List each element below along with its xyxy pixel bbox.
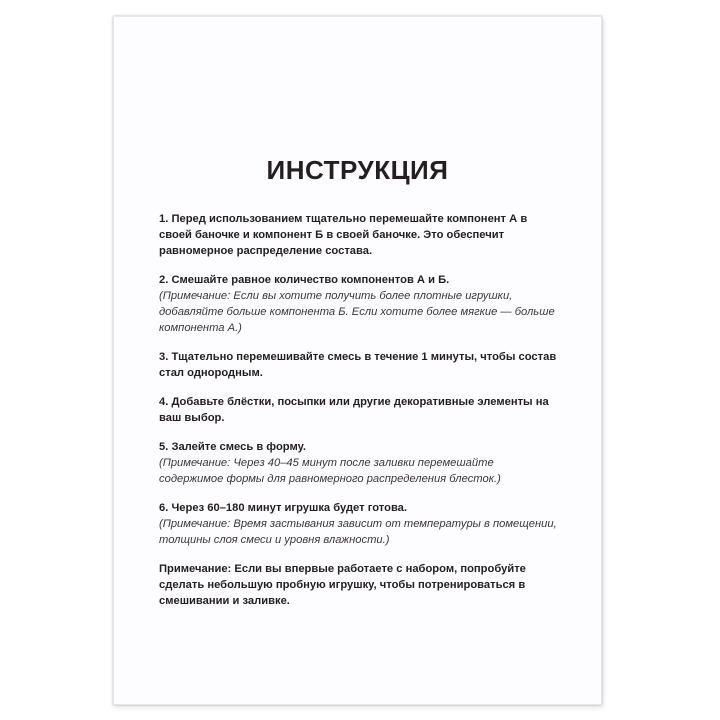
instruction-sheet — [113, 16, 602, 705]
step-2 — [159, 272, 559, 336]
step-3-text: 3. Тщательно перемешивайте смесь в течение 1 минуты, чтобы состав стал однородным. — [159, 351, 557, 379]
step-6-text: 6. Через 60–180 минут игрушка будет готова. — [159, 502, 408, 514]
step-1 — [159, 211, 559, 259]
step-2-text: 2. Смешайте равное количество компонентов А и Б. — [159, 274, 450, 286]
step-5-note: (Примечание: Через 40–45 минут после заливки перемешайте содержимое формы для равномерного распределения блесток.) — [159, 457, 501, 485]
step-3 — [159, 349, 559, 381]
step-4-text: 4. Добавьте блёстки, посыпки или другие декоративные элементы на ваш выбор. — [159, 396, 549, 424]
step-1-text: 1. Перед использованием тщательно перемешайте компонент А в своей баночке и компонент Б в своей баночке. Это обеспечит равномерное распределение состава. — [159, 213, 528, 257]
step-2-note: (Примечание: Если вы хотите получить более плотные игрушки, добавляйте больше компонента Б. Если хотите более мягкие — больше компонента А.) — [159, 290, 555, 334]
step-4 — [159, 394, 559, 426]
step-5 — [159, 439, 559, 487]
instruction-body — [159, 211, 559, 609]
final-note: Примечание: Если вы впервые работаете с набором, попробуйте сделать небольшую пробную игрушку, чтобы потренироваться в смешивании и заливке. — [159, 563, 526, 607]
step-6 — [159, 500, 559, 548]
page-title: ИНСТРУКЦИЯ — [266, 155, 449, 185]
step-5-text: 5. Залейте смесь в форму. — [159, 441, 306, 453]
step-6-note: (Примечание: Время застывания зависит от температуры в помещении, толщины слоя смеси и уровня влажности.) — [159, 518, 557, 546]
